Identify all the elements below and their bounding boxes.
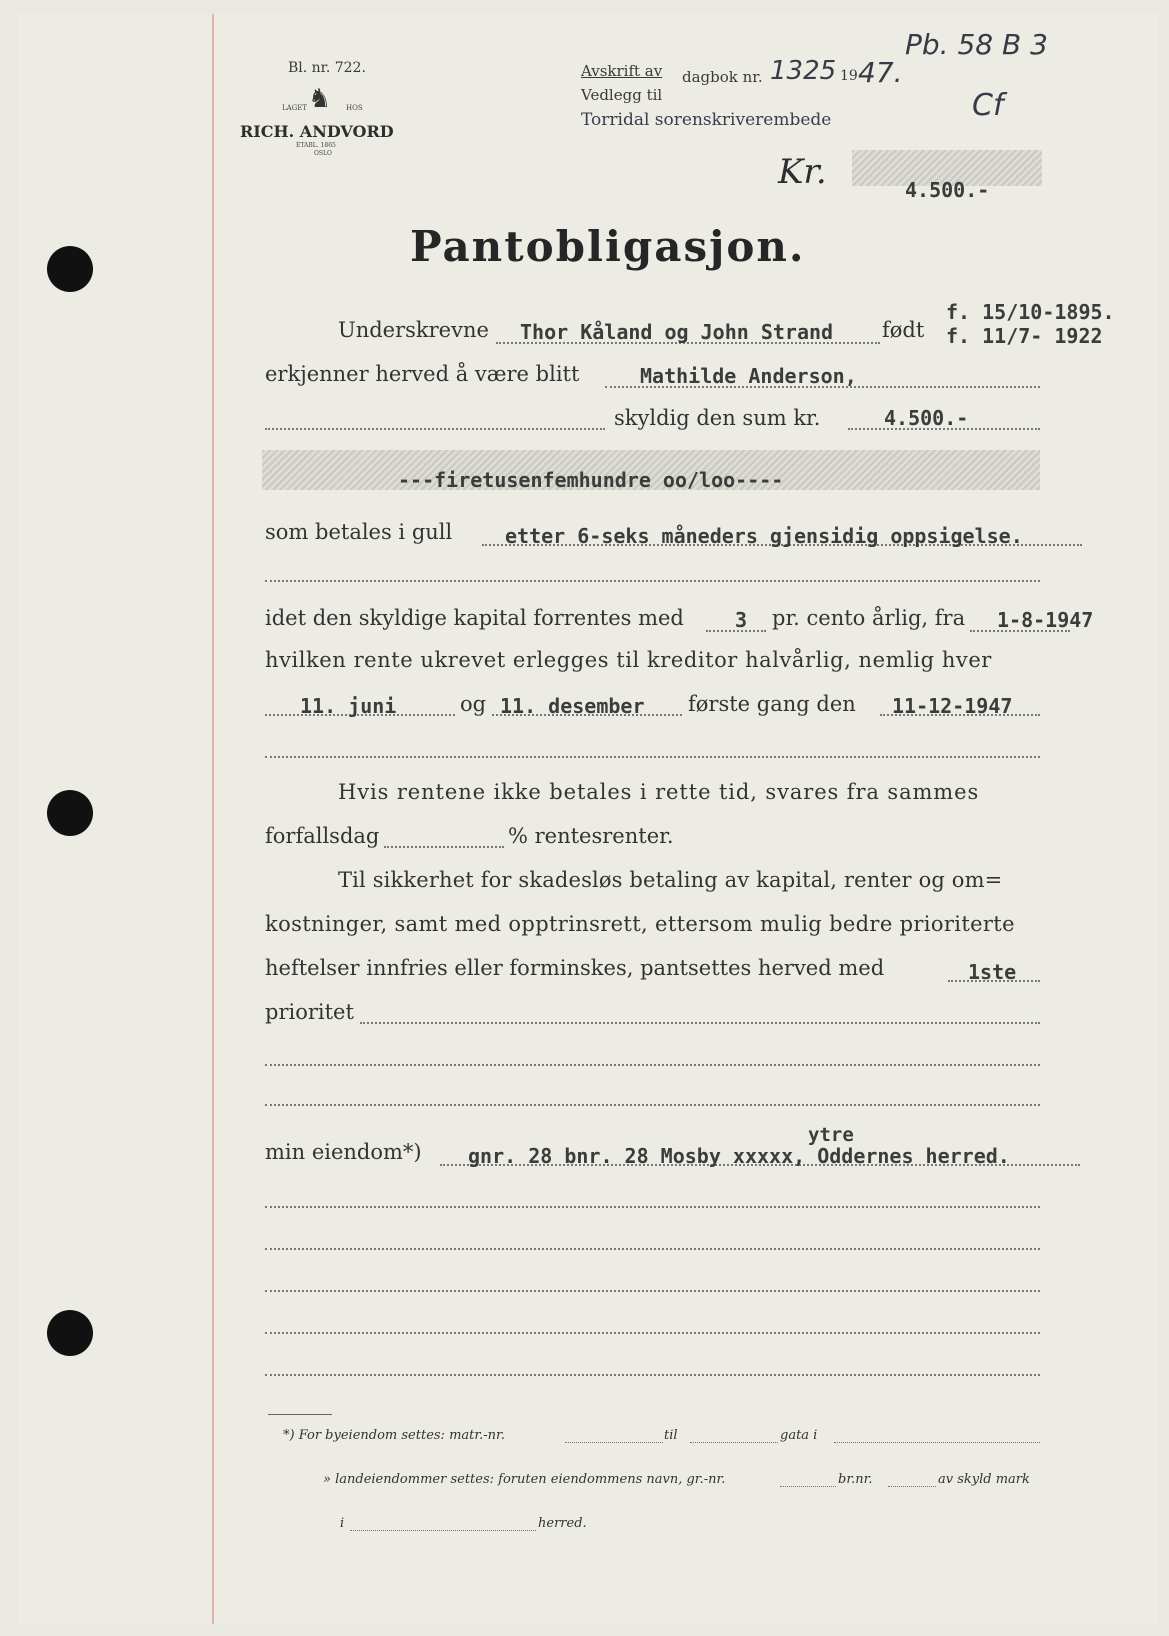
sum-in-words: ---firetusenfemhundre oo/loo----	[398, 468, 784, 492]
interest-rate: 3	[735, 608, 748, 632]
undersk-label: Underskrevne	[338, 318, 489, 342]
prioritet-label: prioritet	[265, 1000, 354, 1024]
logo-brand: RICH. ANDVORD	[240, 122, 394, 141]
dotted-line	[780, 1486, 836, 1487]
forfallsdag-label: forfallsdag	[265, 824, 380, 848]
hvis-line: Hvis rentene ikke betales i rette tid, svares fra sammes	[338, 780, 980, 804]
dotted-line	[384, 846, 504, 848]
footnote-line1-c: gata i	[780, 1428, 818, 1443]
publisher-logo	[240, 84, 410, 164]
dotted-line	[265, 756, 1040, 758]
debtors: Thor Kåland og John Strand	[520, 320, 834, 344]
dotted-line	[265, 1374, 1040, 1376]
logo-laget: LAGET	[282, 104, 308, 112]
year-print: 19	[840, 68, 858, 84]
hvilken-line: hvilken rente ukrevet erlegges til kreditor halvårlig, nemlig hver	[265, 648, 992, 672]
footnote-line3-b: herred.	[538, 1516, 587, 1531]
payment-date-2: 11. desember	[500, 694, 645, 718]
payment-date-1: 11. juni	[300, 694, 397, 718]
betales-label: som betales i gull	[265, 520, 453, 544]
blankett-number: Bl. nr. 722.	[288, 60, 366, 76]
dotted-line	[265, 1104, 1040, 1106]
margin-line	[212, 14, 214, 1624]
rentesrenter-label: % rentesrenter.	[508, 824, 674, 848]
punch-hole	[47, 790, 93, 836]
dotted-line	[888, 1486, 936, 1487]
dotted-line	[265, 1290, 1040, 1292]
footnote-line3-a: i	[340, 1516, 345, 1531]
dotted-line	[265, 428, 605, 430]
heftelser-label: heftelser innfries eller forminskes, pantsettes herved med	[265, 956, 885, 980]
dagbok-number: 1325	[770, 56, 837, 86]
dotted-line	[834, 1442, 1040, 1443]
punch-hole	[47, 1310, 93, 1356]
property: gnr. 28 bnr. 28 Mosby xxxxx, Oddernes herred.	[468, 1144, 1010, 1168]
kr-label: Kr.	[778, 152, 827, 192]
dotted-line	[265, 1248, 1040, 1250]
dotted-line	[265, 1064, 1040, 1066]
og-label: og	[460, 692, 487, 716]
forste-label: første gang den	[688, 692, 856, 716]
property-insert: ytre	[808, 1124, 854, 1146]
punch-hole	[47, 246, 93, 292]
from-date: 1-8-1947	[997, 608, 1094, 632]
dotted-line	[690, 1442, 778, 1443]
document-title: Pantobligasjon.	[410, 222, 806, 271]
footnote-line1-a: *) For byeiendom settes: matr.-nr.	[283, 1428, 505, 1443]
footnote-line1-b: til	[664, 1428, 678, 1443]
dotted-line	[360, 1022, 1040, 1024]
idet-label: idet den skyldige kapital forrentes med	[265, 606, 684, 630]
first-payment-date: 11-12-1947	[892, 694, 1013, 718]
creditor: Mathilde Anderson,	[640, 364, 857, 388]
skyldig-label: skyldig den sum kr.	[614, 406, 821, 430]
corner-note: Pb. 58 B 3	[905, 28, 1048, 61]
kostninger-line: kostninger, samt med opptrinsrett, ettersom mulig bedre prioriterte	[265, 912, 1015, 936]
footnote-line2-b: br.nr.	[838, 1472, 873, 1487]
logo-established: ETABL. 1865	[296, 142, 336, 149]
kr-amount: 4.500.-	[905, 178, 990, 202]
dotted-line	[565, 1442, 663, 1443]
logo-hos: HOS	[346, 104, 363, 112]
cento-label: pr. cento årlig, fra	[772, 606, 966, 630]
birth-date-2: f. 11/7- 1922	[946, 324, 1103, 348]
sum: 4.500.-	[884, 406, 969, 430]
year-hand: 47.	[858, 56, 903, 89]
footnote-line2-a: » landeiendommer settes: foruten eiendommens navn, gr.-nr.	[323, 1472, 726, 1487]
payment-terms: etter 6-seks måneders gjensidig oppsigelse.	[505, 524, 1023, 548]
office-stamp: Torridal sorenskriverembede	[581, 110, 832, 130]
birth-date-1: f. 15/10-1895.	[946, 300, 1115, 324]
dagbok-label: dagbok nr.	[682, 68, 763, 86]
footnote-rule	[268, 1414, 332, 1415]
fodt-label: født	[882, 318, 925, 342]
dotted-line	[265, 1206, 1040, 1208]
avskrift-label: Avskrift av	[581, 62, 663, 80]
dotted-line	[265, 580, 1040, 582]
eiendom-label: min eiendom*)	[265, 1140, 422, 1164]
dotted-line	[350, 1530, 536, 1531]
dotted-line	[265, 1332, 1040, 1334]
priority: 1ste	[968, 960, 1017, 984]
vedlegg-label: Vedlegg til	[581, 86, 663, 104]
logo-city: OSLO	[314, 150, 332, 157]
erkjenner-label: erkjenner herved å være blitt	[265, 362, 580, 386]
footnote-line2-c: av skyld mark	[938, 1472, 1030, 1487]
lion-emblem-icon: ♞	[308, 84, 332, 114]
til-line: Til sikkerhet for skadesløs betaling av kapital, renter og om=	[338, 868, 1003, 892]
initials: Cf	[972, 88, 1004, 123]
